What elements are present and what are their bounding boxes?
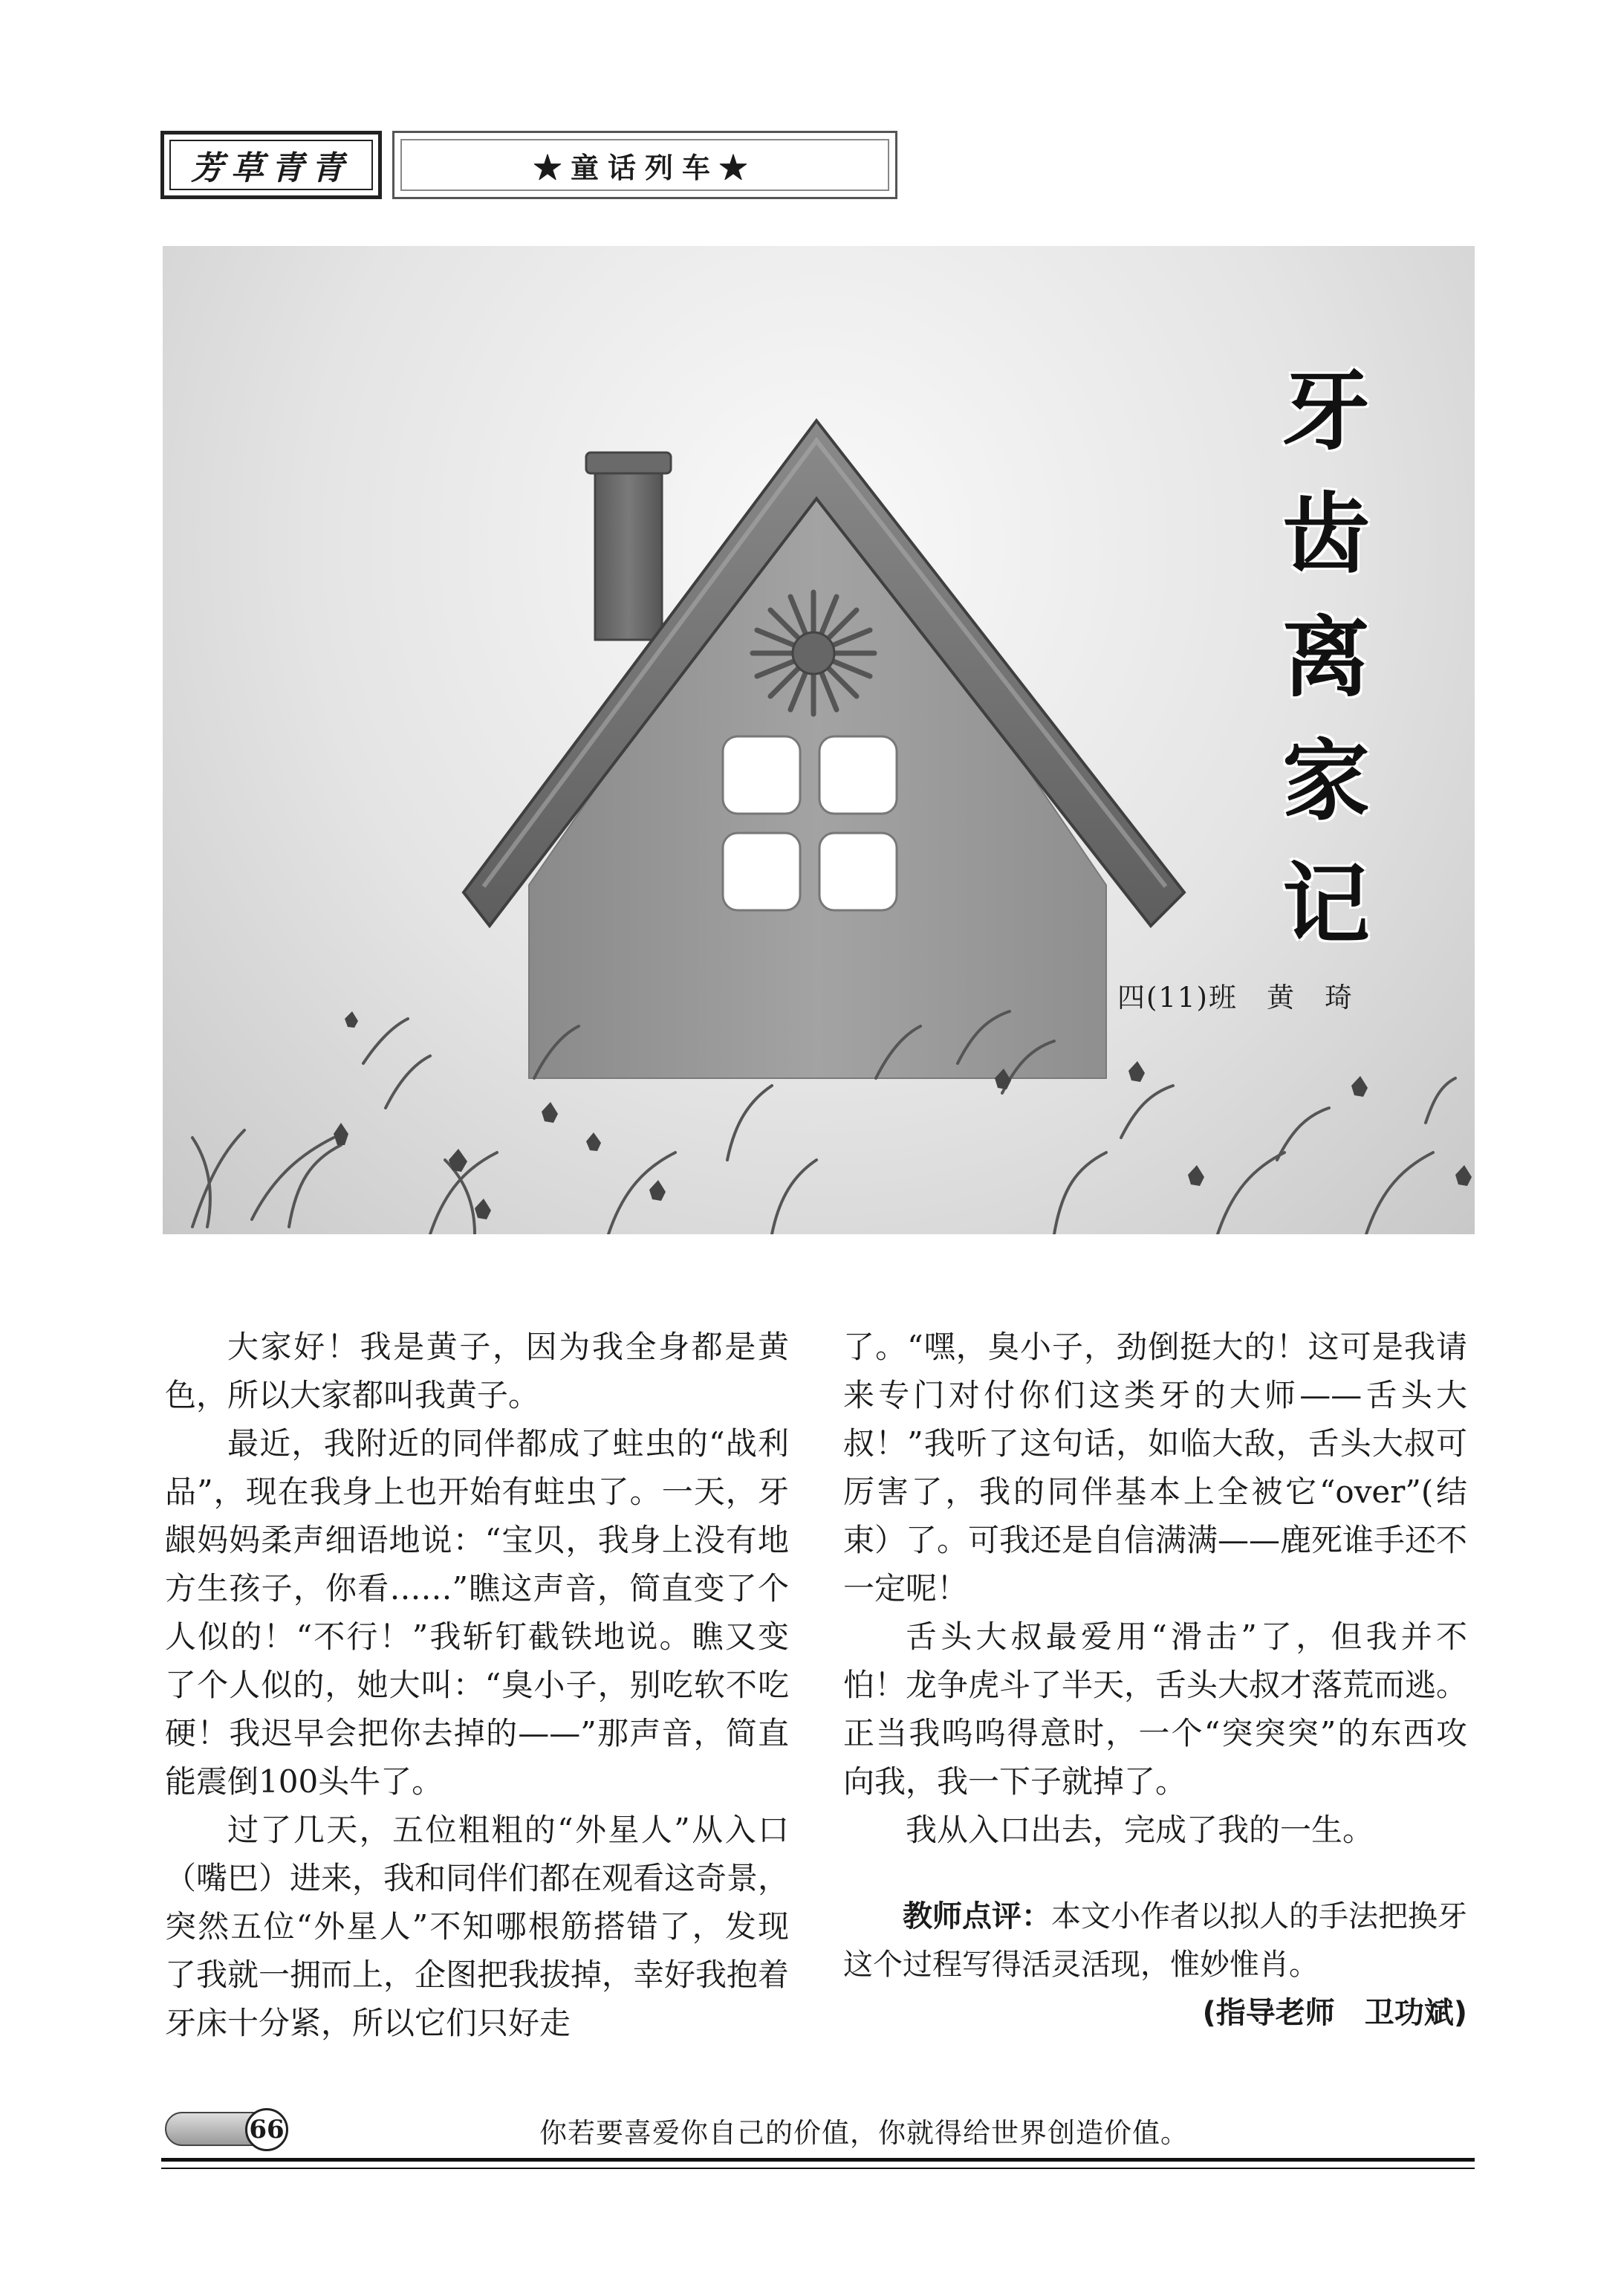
teacher-signature: (指导老师 卫功斌): [1202, 1996, 1467, 2030]
paragraph: 过了几天，五位粗粗的“外星人”从入口（嘴巴）进来，我和同伴们都在观看这奇景，突然五位“外星人”不知哪根筋搭错了，发现了我就一拥而上，企图把我拔掉，幸好我抱着牙床十分紧，所以它们只好走: [165, 1812, 790, 2041]
section-name: ★童话列车★: [400, 139, 889, 191]
footer-rule-thin: [161, 2168, 1475, 2169]
teacher-comment: [843, 1893, 1467, 1989]
paragraph-continuation: 了。“嘿，臭小子，劲倒挺大的！这可是我请来专门对付你们这类牙的大师——舌头大叔！”我听了这句话，如临大敌，舌头大叔可厉害了，我的同伴基本上全被它“over”(结束）了。可我还是自信满满——鹿死谁手还不一定呢！: [843, 1329, 1468, 1607]
column-name-box: [160, 131, 382, 199]
footer-motto: 你若要喜爱你自己的价值，你就得给世界创造价值。: [539, 2117, 1189, 2149]
title-char: 家: [1282, 729, 1370, 832]
chimney: [586, 453, 671, 640]
flower-ornament-icon: [753, 592, 874, 714]
article-title: [1278, 349, 1374, 966]
paragraph: 大家好！我是黄子，因为我全身都是黄色，所以大家都叫我黄子。: [165, 1329, 789, 1413]
paragraph: 我从入口出去，完成了我的一生。: [906, 1812, 1374, 1848]
title-char: 牙: [1282, 359, 1370, 462]
teacher-comment-text: 本文小作者以拟人的手法把换牙这个过程写得活灵活现，惟妙惟肖。: [843, 1899, 1467, 1982]
body-left-column: [165, 1323, 789, 2047]
paragraph: 最近，我附近的同伴都成了蛀虫的“战利品”，现在我身上也开始有蛀虫了。一天，牙龈妈妈柔声细语地说：“宝贝，我身上没有地方生孩子，你看……”瞧这声音，简直变了个人似的！“不行！”我斩钉截铁地说。瞧又变了个人似的，她大叫：“臭小子，别吃软不吃硬！我迟早会把你去掉的——”那声音，简直能震倒100头牛了。: [165, 1425, 789, 1800]
column-name: 芳草青青: [169, 140, 373, 190]
title-char: 离: [1282, 606, 1370, 709]
footer-rule: [161, 2158, 1475, 2162]
teacher-comment-label: 教师点评：: [903, 1899, 1051, 1933]
section-name-box: [392, 131, 897, 199]
title-char: 齿: [1282, 482, 1370, 586]
body-right-column: [843, 1323, 1467, 2038]
page-number: 66: [245, 2108, 288, 2151]
paragraph: 舌头大叔最爱用“滑击”了，但我并不怕！龙争虎斗了半天，舌头大叔才落荒而逃。正当我呜呜得意时，一个“突突突”的东西攻向我，我一下子就掉了。: [843, 1618, 1468, 1800]
title-char: 记: [1282, 852, 1370, 956]
author-byline: 四(11)班 黄 琦: [1117, 982, 1354, 1014]
